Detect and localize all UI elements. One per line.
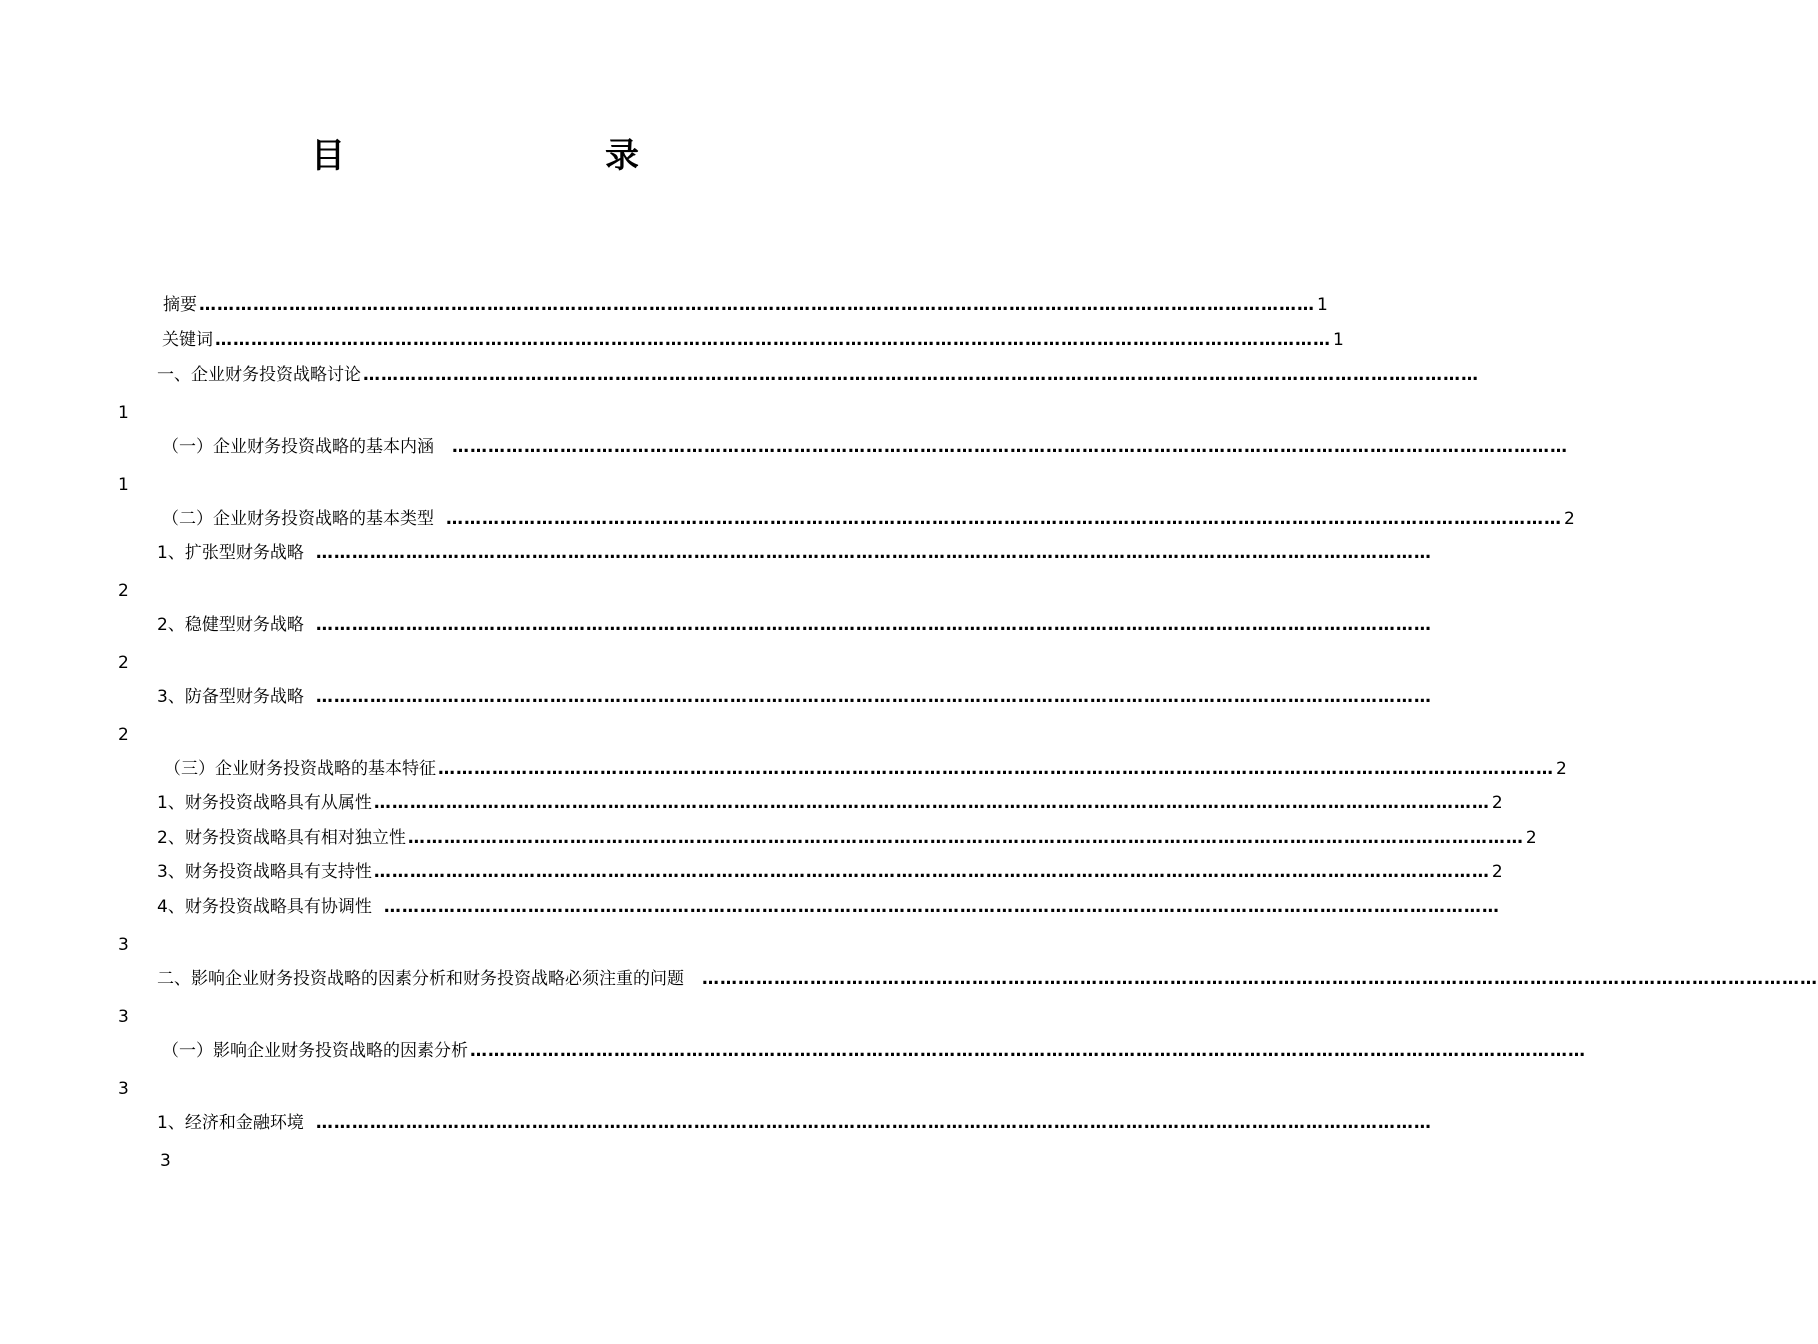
toc-leader: …………………………………………………………………………………………………………………………………………………………………… (407, 828, 1524, 848)
toc-leader: …………………………………………………………………………………………………………………………………………………………………… (315, 543, 1432, 563)
toc-leader: …………………………………………………………………………………………………………………………………………………………………… (315, 687, 1432, 707)
toc-entry-label: 摘要 (163, 295, 197, 315)
toc-entry-label: 1、扩张型财务战略 (157, 543, 304, 563)
toc-entry[interactable] (163, 293, 1328, 317)
toc-page-number: 3 (118, 1007, 129, 1027)
toc-leader: …………………………………………………………………………………………………………………………………………………………………… (446, 509, 1562, 529)
toc-entry-label: 3、财务投资战略具有支持性 (157, 862, 372, 882)
toc-entry[interactable] (164, 757, 1567, 781)
toc-entry-label: 一、企业财务投资战略讨论 (157, 365, 361, 385)
toc-leader: …………………………………………………………………………………………………………………………………………………………………… (383, 897, 1500, 917)
toc-entry[interactable] (162, 1039, 1586, 1063)
toc-page-number: 2 (118, 653, 129, 673)
toc-entry[interactable] (157, 967, 1818, 991)
toc-leader: …………………………………………………………………………………………………………………………………………………………………… (363, 365, 1479, 385)
toc-page-number: 3 (118, 935, 129, 955)
toc-entry-label: 二、影响企业财务投资战略的因素分析和财务投资战略必须注重的问题 (157, 969, 684, 989)
toc-entry-label: （三）企业财务投资战略的基本特征 (164, 759, 436, 779)
toc-page-number: 1 (1333, 330, 1344, 350)
toc-entry[interactable] (157, 895, 1500, 919)
toc-entry-label: 1、财务投资战略具有从属性 (157, 793, 372, 813)
toc-page-number: 2 (1564, 509, 1575, 529)
toc-page-number: 1 (118, 475, 129, 495)
toc-entry-label: （一）影响企业财务投资战略的因素分析 (162, 1041, 468, 1061)
toc-entry-label: 1、经济和金融环境 (157, 1113, 304, 1133)
toc-page-number: 3 (118, 1079, 129, 1099)
toc-page-number: 2 (118, 725, 129, 745)
toc-entry-label: （二）企业财务投资战略的基本类型 (162, 509, 434, 529)
toc-leader: …………………………………………………………………………………………………………………………………………………………………… (452, 437, 1568, 457)
toc-entry-label: （一）企业财务投资战略的基本内涵 (162, 437, 434, 457)
toc-leader: …………………………………………………………………………………………………………………………………………………………………… (702, 969, 1818, 989)
toc-leader: …………………………………………………………………………………………………………………………………………………………………… (438, 759, 1554, 779)
toc-page-number: 2 (1491, 862, 1503, 882)
toc-leader: …………………………………………………………………………………………………………………………………………………………………… (199, 295, 1315, 315)
toc-entry[interactable] (157, 541, 1432, 565)
toc-page-number: 2 (1556, 759, 1567, 779)
toc-entry[interactable] (157, 1111, 1432, 1135)
toc-entry-label: 2、稳健型财务战略 (157, 615, 304, 635)
toc-leader: …………………………………………………………………………………………………………………………………………………………………… (373, 862, 1490, 882)
toc-page-number: 3 (160, 1151, 171, 1171)
toc-entry-label: 2、财务投资战略具有相对独立性 (157, 828, 406, 848)
toc-page-number: 1 (1317, 295, 1328, 315)
toc-page-number: 1 (118, 403, 129, 423)
toc-title: 目 录 (311, 136, 703, 176)
toc-entry[interactable] (162, 435, 1568, 459)
toc-page-number: 2 (1491, 793, 1503, 813)
toc-entry[interactable] (157, 685, 1432, 709)
toc-entry-label: 关键词 (162, 330, 213, 350)
toc-entry[interactable] (162, 507, 1575, 531)
toc-entry[interactable] (157, 791, 1503, 815)
toc-leader: …………………………………………………………………………………………………………………………………………………………………… (315, 615, 1432, 635)
toc-leader: …………………………………………………………………………………………………………………………………………………………………… (215, 330, 1331, 350)
toc-leader: …………………………………………………………………………………………………………………………………………………………………… (315, 1113, 1432, 1133)
toc-entry-label: 4、财务投资战略具有协调性 (157, 897, 372, 917)
toc-entry[interactable] (162, 328, 1344, 352)
toc-entry[interactable] (157, 860, 1503, 884)
toc-page-number: 2 (1525, 828, 1537, 848)
toc-leader: …………………………………………………………………………………………………………………………………………………………………… (470, 1041, 1586, 1061)
toc-page-number: 2 (118, 581, 129, 601)
toc-entry[interactable] (157, 613, 1432, 637)
toc-entry-label: 3、防备型财务战略 (157, 687, 304, 707)
toc-entry[interactable] (157, 363, 1479, 387)
toc-entry[interactable] (157, 826, 1537, 850)
toc-leader: …………………………………………………………………………………………………………………………………………………………………… (373, 793, 1490, 813)
